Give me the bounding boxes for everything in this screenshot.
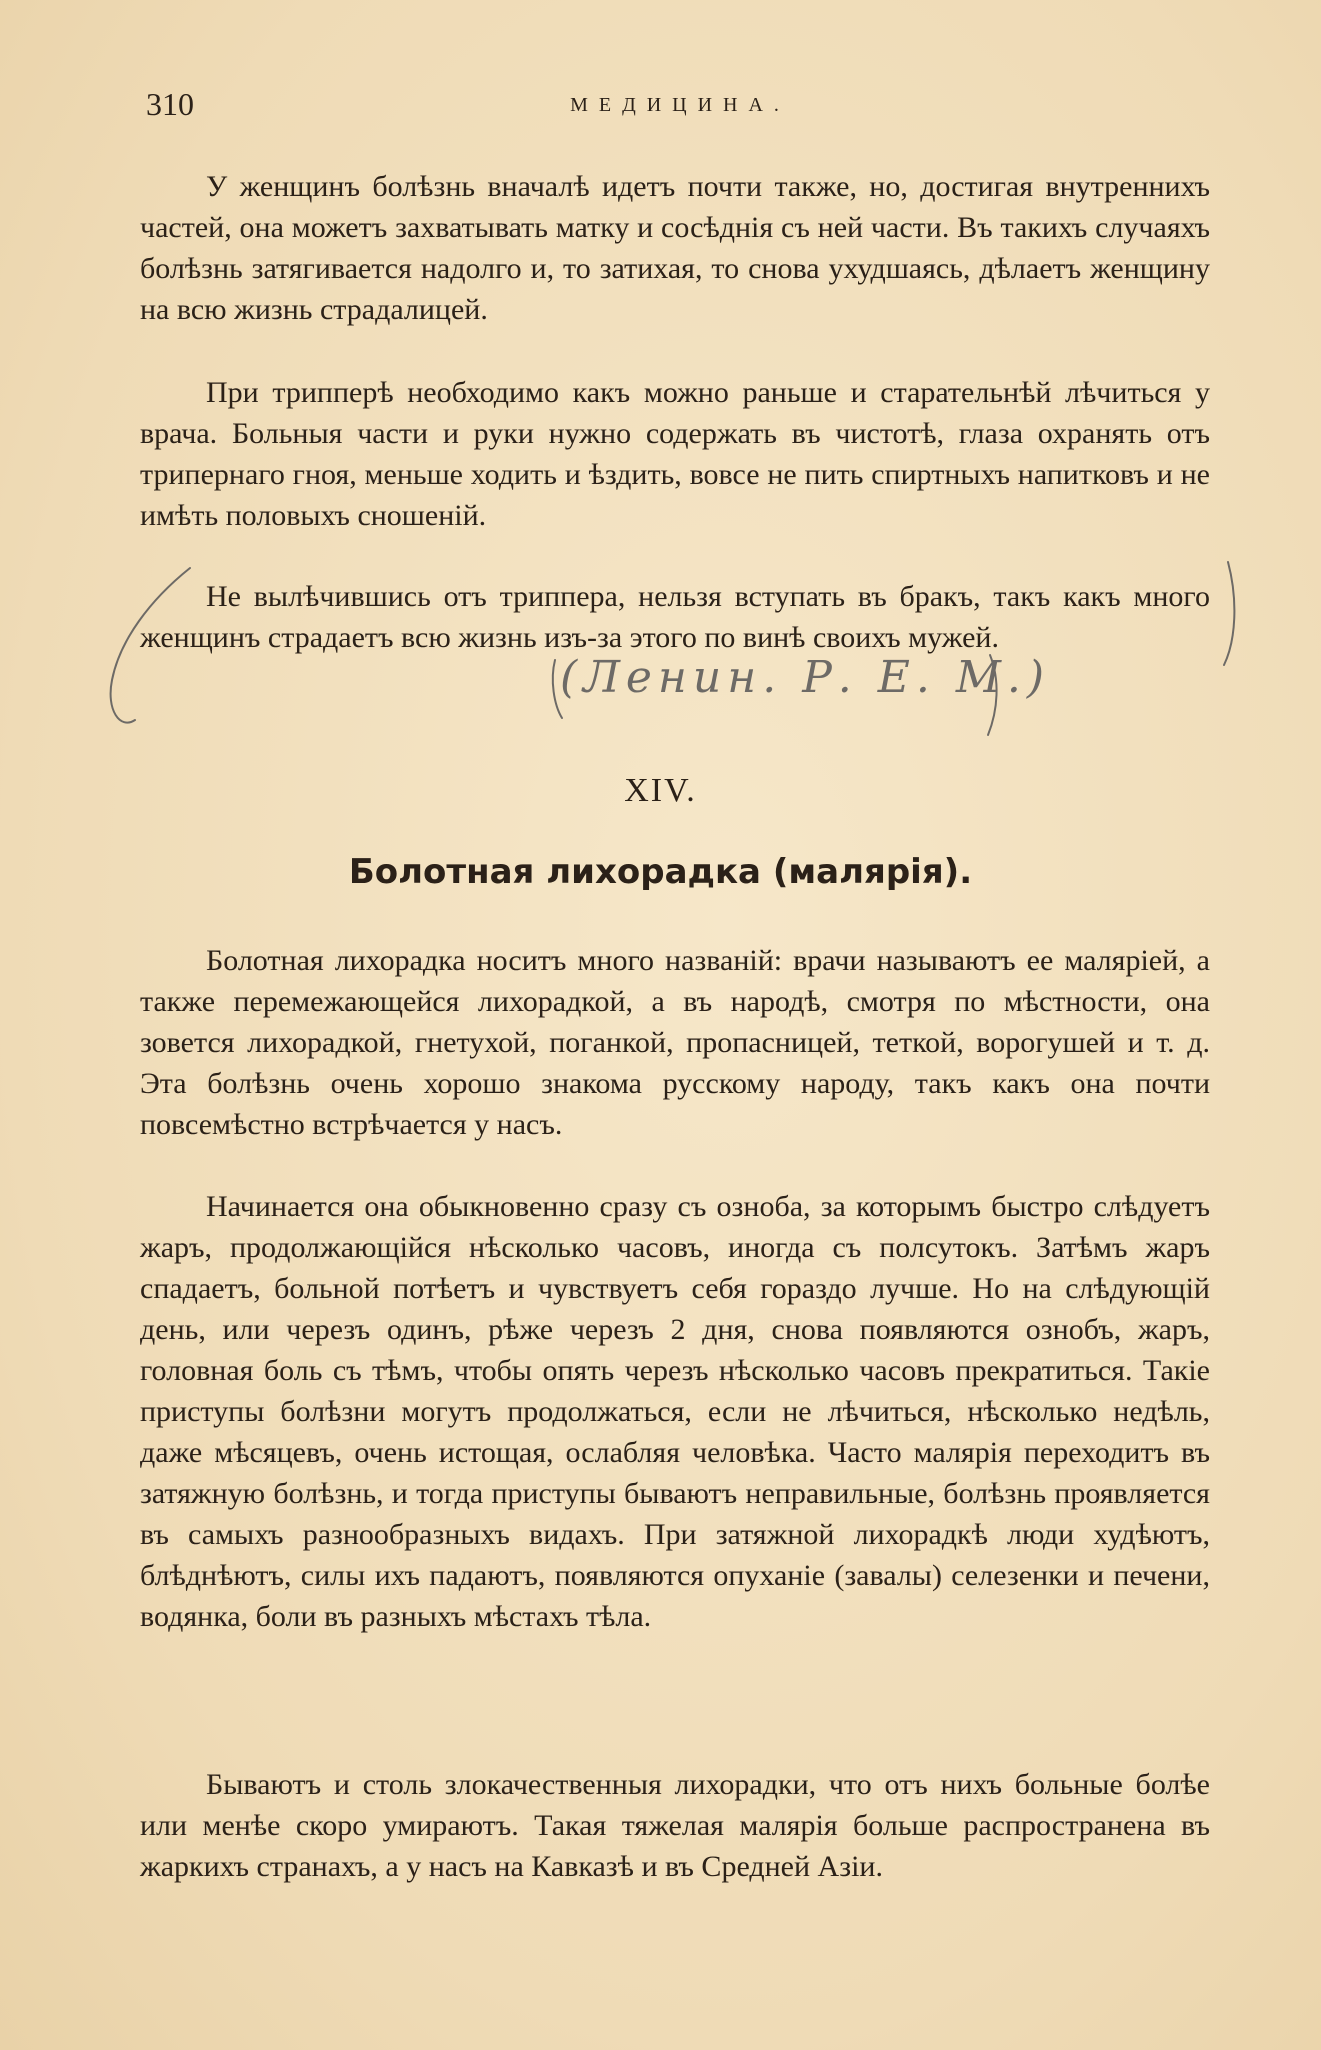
- chapter-title: Болотная лихорадка (малярія).: [348, 852, 973, 892]
- handwritten-annotation: (Ленин. Р. Е. М.): [560, 652, 1051, 703]
- paragraph: Болотная лихорадка носитъ много названій: врачи называютъ ее маляріей, а также перемежающейся лихорадкой, а въ народѣ, смотря по мѣстности, она зовется лихорадкой, гнетухой, поганкой, пропасницей, теткой, ворогушей и т. д. Эта болѣзнь очень хорошо знакома русскому народу, такъ какъ она почти повсемѣстно встрѣчается у насъ.: [140, 944, 1210, 1141]
- paragraph: Не вылѣчившись отъ триппера, нельзя вступать въ бракъ, такъ какъ много женщинъ страдаетъ всю жизнь изъ-за этого по винѣ своихъ мужей.: [140, 580, 1210, 654]
- paragraph: Начинается она обыкновенно сразу съ озноба, за которымъ быстро слѣдуетъ жаръ, продолжающійся нѣсколько часовъ, иногда съ полсутокъ. Затѣмъ жаръ спадаетъ, больной потѣетъ и чувствуетъ себя гораздо лучше. Но на слѣдующій день, или черезъ одинъ, рѣже черезъ 2 дня, снова появляются ознобъ, жаръ, головная боль съ тѣмъ, чтобы опять черезъ нѣсколько часовъ прекратиться. Такіе приступы болѣзни могутъ продолжаться, если не лѣчиться, нѣсколько недѣль, даже мѣсяцевъ, очень истощая, ослабляя человѣка. Часто малярія переходитъ въ затяжную болѣзнь, и тогда приступы бываютъ неправильные, болѣзнь проявляется въ самыхъ разнообразныхъ видахъ. При затяжной лихорадкѣ люди худѣютъ, блѣднѣютъ, силы ихъ падаютъ, появляются опуханіе (завалы) селезенки и печени, водянка, боли въ разныхъ мѣстахъ тѣла.: [140, 1190, 1210, 1633]
- running-title: МЕДИЦИНА.: [570, 94, 790, 116]
- paragraph: При трипперѣ необходимо какъ можно раньше и старательнѣй лѣчиться у врача. Больныя части и руки нужно содержать въ чистотѣ, глаза охранять отъ трипернаго гноя, меньше ходить и ѣздить, вовсе не пить спиртныхъ напитковъ и не имѣть половыхъ сношеній.: [140, 376, 1210, 532]
- page-header: [140, 86, 1220, 130]
- chapter-number: XIV.: [624, 772, 697, 809]
- paragraph: У женщинъ болѣзнь вначалѣ идетъ почти также, но, достигая внутреннихъ частей, она можетъ захватывать матку и сосѣднія съ ней части. Въ такихъ случаяхъ болѣзнь затягивается надолго и, то затихая, то снова ухудшаясь, дѣлаетъ женщину на всю жизнь страдалицей.: [140, 170, 1210, 326]
- paragraph: Бываютъ и столь злокачественныя лихорадки, что отъ нихъ больные болѣе или менѣе скоро умираютъ. Такая тяжелая малярія больше распространена въ жаркихъ странахъ, а у насъ на Кавказѣ и въ Средней Азіи.: [140, 1768, 1210, 1883]
- page-number: 310: [146, 86, 194, 122]
